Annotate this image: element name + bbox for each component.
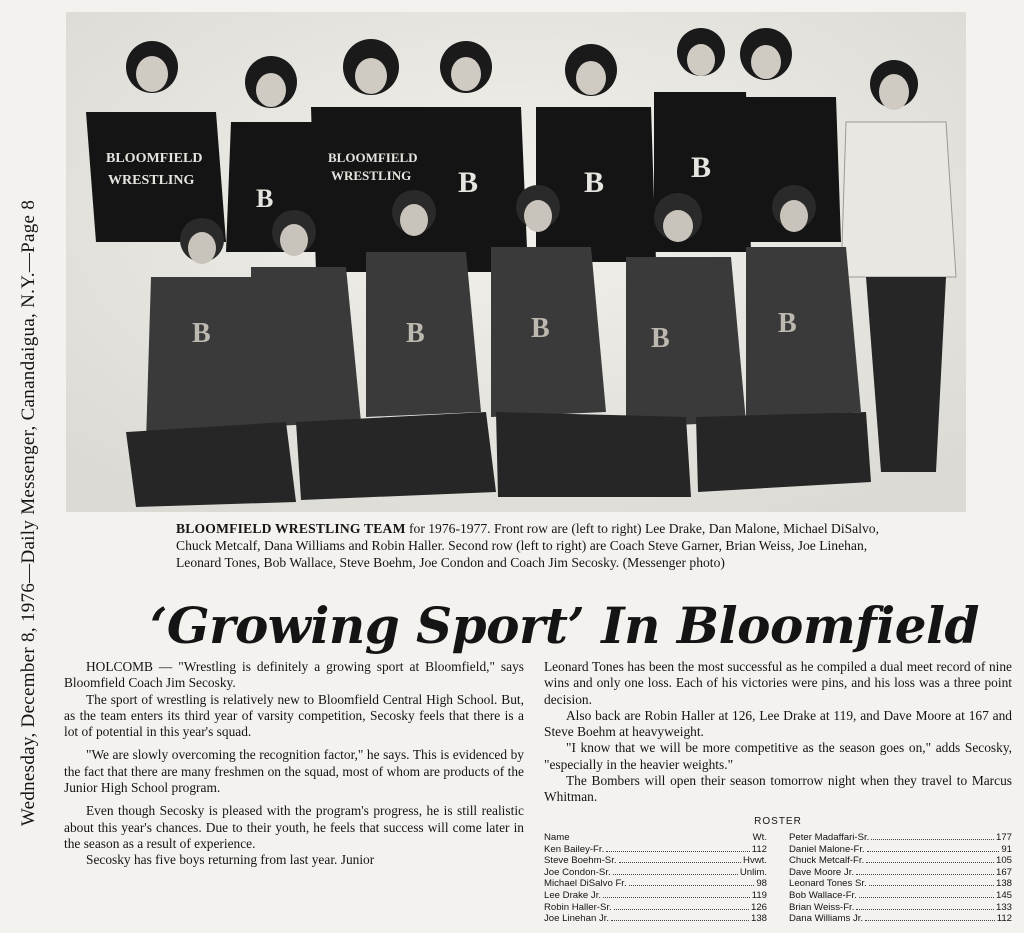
jersey-letter: B — [778, 308, 797, 339]
article-column-right — [544, 659, 1012, 925]
jersey-text: WRESTLING — [331, 168, 412, 183]
roster-row — [544, 913, 767, 925]
roster-name: Joe Linehan Jr. — [544, 913, 610, 925]
jersey-letter: B — [531, 313, 550, 344]
roster-title: ROSTER — [754, 815, 802, 827]
paragraph: The sport of wrestling is relatively new to Bloomfield Central High School. But, as the team enters its third year of varsity competition, Secosky feels that there is a lot of potential in this year's squad. — [64, 691, 524, 740]
roster-weight: 126 — [750, 901, 767, 913]
roster-row — [789, 878, 1012, 890]
roster-table — [544, 832, 1012, 925]
jersey-letter: B — [256, 184, 274, 213]
article-column-left — [64, 659, 524, 869]
roster-weight: 167 — [995, 866, 1012, 878]
roster-weight: Hvwt. — [743, 855, 767, 867]
roster-name: Chuck Metcalf-Fr. — [789, 855, 865, 867]
roster-weight: 98 — [756, 878, 767, 890]
roster-name: Dave Moore Jr. — [789, 866, 855, 878]
roster-weight: 91 — [1001, 843, 1012, 855]
roster-name: Daniel Malone-Fr. — [789, 843, 865, 855]
roster-weight: 119 — [751, 889, 767, 901]
jersey-letter: B — [691, 151, 712, 184]
jersey-letter: B — [584, 166, 605, 199]
paragraph: The Bombers will open their season tomorrow night when they travel to Marcus Whitman. — [544, 773, 1012, 805]
roster-row — [789, 855, 1012, 867]
roster-weight: 145 — [995, 889, 1012, 901]
roster-name: Bob Wallace-Fr. — [789, 889, 857, 901]
headline: ‘Growing Sport’ In Bloomfield — [150, 596, 980, 655]
paragraph: HOLCOMB — "Wrestling is definitely a growing sport at Bloomfield," says Bloomfield Coach Jim Secosky. — [64, 659, 524, 691]
side-dateline — [14, 128, 44, 898]
roster-row — [789, 902, 1012, 914]
team-photo-graphic — [66, 12, 966, 512]
team-photo — [66, 12, 966, 512]
roster-weight: 112 — [996, 913, 1012, 925]
roster-row — [789, 832, 1012, 844]
jersey-letter: B — [406, 318, 425, 349]
roster-row — [789, 890, 1012, 902]
roster-weight: 105 — [995, 855, 1012, 867]
paragraph: Leonard Tones has been the most successful as he compiled a dual meet record of nine wins and only one loss. Each of his victories were pins, and his loss was a three point decision. — [544, 659, 1012, 707]
jersey-letter: B — [651, 323, 670, 354]
roster-row — [789, 844, 1012, 856]
roster-name: Steve Boehm-Sr. — [544, 855, 617, 867]
roster-weight: 138 — [995, 878, 1012, 890]
roster-row — [544, 855, 767, 867]
jersey-text: WRESTLING — [108, 173, 195, 188]
roster-weight: 138 — [750, 913, 767, 925]
roster-header-name: Name — [544, 831, 570, 843]
roster-row — [544, 878, 767, 890]
roster-name: Lee Drake Jr. — [544, 889, 602, 901]
roster-row — [544, 844, 767, 856]
roster-weight: Unlim. — [739, 866, 767, 878]
roster-name: Leonard Tones Sr. — [789, 878, 867, 890]
jersey-text: BLOOMFIELD — [328, 150, 418, 165]
roster-weight: 177 — [995, 831, 1012, 843]
roster-name: Brian Weiss-Fr. — [789, 901, 855, 913]
roster-column-right — [789, 832, 1012, 925]
roster-name: Michael DiSalvo Fr. — [544, 878, 627, 890]
roster-row — [789, 913, 1012, 925]
jersey-letter: B — [458, 166, 479, 199]
roster-name: Robin Haller-Sr. — [544, 901, 612, 913]
paragraph: Also back are Robin Haller at 126, Lee Drake at 119, and Dave Moore at 167 and Steve Boehm at heavyweight. — [544, 707, 1012, 740]
roster-row — [544, 867, 767, 879]
roster-header-wt: Wt. — [752, 831, 767, 843]
roster-header — [544, 832, 767, 844]
roster-row — [789, 867, 1012, 879]
roster-name: Joe Condon-Sr. — [544, 866, 611, 878]
roster-weight: 133 — [995, 901, 1012, 913]
paragraph: "We are slowly overcoming the recognition factor," he says. This is evidenced by the fact that there are many freshmen on the squad, most of whom are products of the Junior High School program. — [64, 747, 524, 796]
roster-row — [544, 890, 767, 902]
jersey-letter: B — [192, 318, 211, 349]
photo-caption — [176, 520, 896, 571]
roster-column-left — [544, 832, 767, 925]
roster-weight: 112 — [751, 843, 767, 855]
roster-row — [544, 902, 767, 914]
roster-name: Peter Madaffari-Sr. — [789, 831, 870, 843]
caption-text: for 1976-1977. Front row are (left to right) Lee Drake, Dan Malone, Michael DiSalvo, Chuck Metcalf, Dana Williams and Robin Haller. Second row (left to right) are Coach Steve Garner, Brian Weiss, Joe Linehan, Leonard Tones, Bob Wallace, Steve Boehm, Joe Condon and Coach Jim Secosky. (Messenger photo) — [176, 521, 879, 570]
paragraph: Secosky has five boys returning from last year. Junior — [86, 852, 375, 868]
paragraph: Even though Secosky is pleased with the program's progress, he is still realistic about this year's chances. Due to their youth, he feels that success will come later in the season as a result of experience. — [64, 803, 524, 851]
paragraph: "I know that we will be more competitive as the season goes on," adds Secosky, "especially in the heavier weights." — [544, 740, 1012, 772]
roster-name: Ken Bailey-Fr. — [544, 843, 605, 855]
jersey-text: BLOOMFIELD — [106, 151, 203, 166]
roster-name: Dana Williams Jr. — [789, 913, 864, 925]
caption-lead: BLOOMFIELD WRESTLING TEAM — [176, 521, 406, 536]
dateline-text: Wednesday, December 8, 1976—Daily Messenger, Canandaigua, N.Y.—Page 8 — [18, 199, 39, 827]
